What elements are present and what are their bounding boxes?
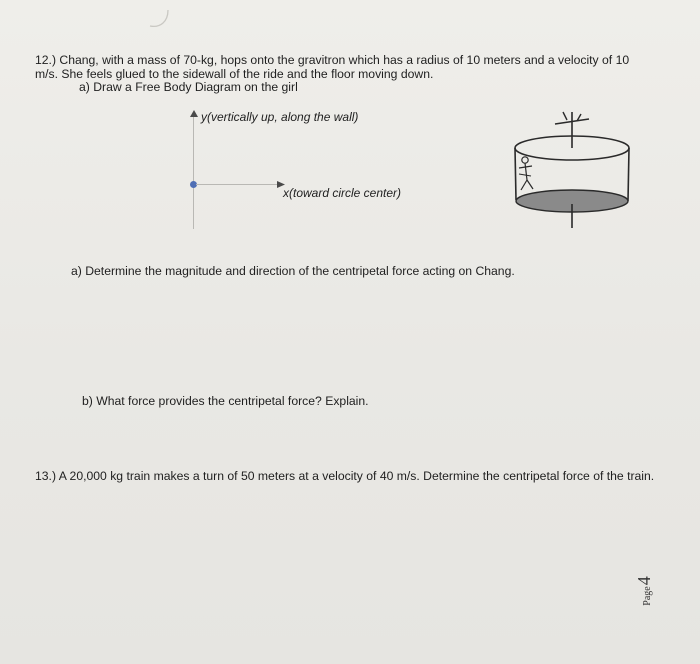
page-number bbox=[634, 576, 676, 606]
q12-part-a-determine: a) Determine the magnitude and direction of the centripetal force acting on Chang. bbox=[71, 264, 515, 278]
q12-part-a-draw: a) Draw a Free Body Diagram on the girl bbox=[79, 80, 298, 94]
q12-line-2: m/s. She feels glued to the sidewall of the ride and the floor moving down. bbox=[35, 67, 434, 81]
x-axis-line bbox=[196, 184, 278, 185]
pencil-mark-icon bbox=[146, 6, 176, 30]
page-label: Page bbox=[642, 586, 653, 606]
gravitron-cylinder-drawing bbox=[505, 104, 640, 232]
y-axis-arrow-icon bbox=[190, 110, 198, 118]
page-number-value: 4 bbox=[634, 576, 654, 586]
q12-line-1: 12.) Chang, with a mass of 70-kg, hops onto the gravitron which has a radius of 10 meters and a velocity of 10 bbox=[35, 53, 630, 67]
x-axis-label: x(toward circle center) bbox=[283, 186, 402, 200]
q12-part-b: b) What force provides the centripetal force? Explain. bbox=[82, 394, 369, 408]
y-axis-line bbox=[193, 117, 194, 229]
q13-text: 13.) A 20,000 kg train makes a turn of 50 meters at a velocity of 40 m/s. Determine the centripetal force of the train. bbox=[35, 469, 655, 483]
y-axis-label: y(vertically up, along the wall) bbox=[201, 110, 359, 124]
